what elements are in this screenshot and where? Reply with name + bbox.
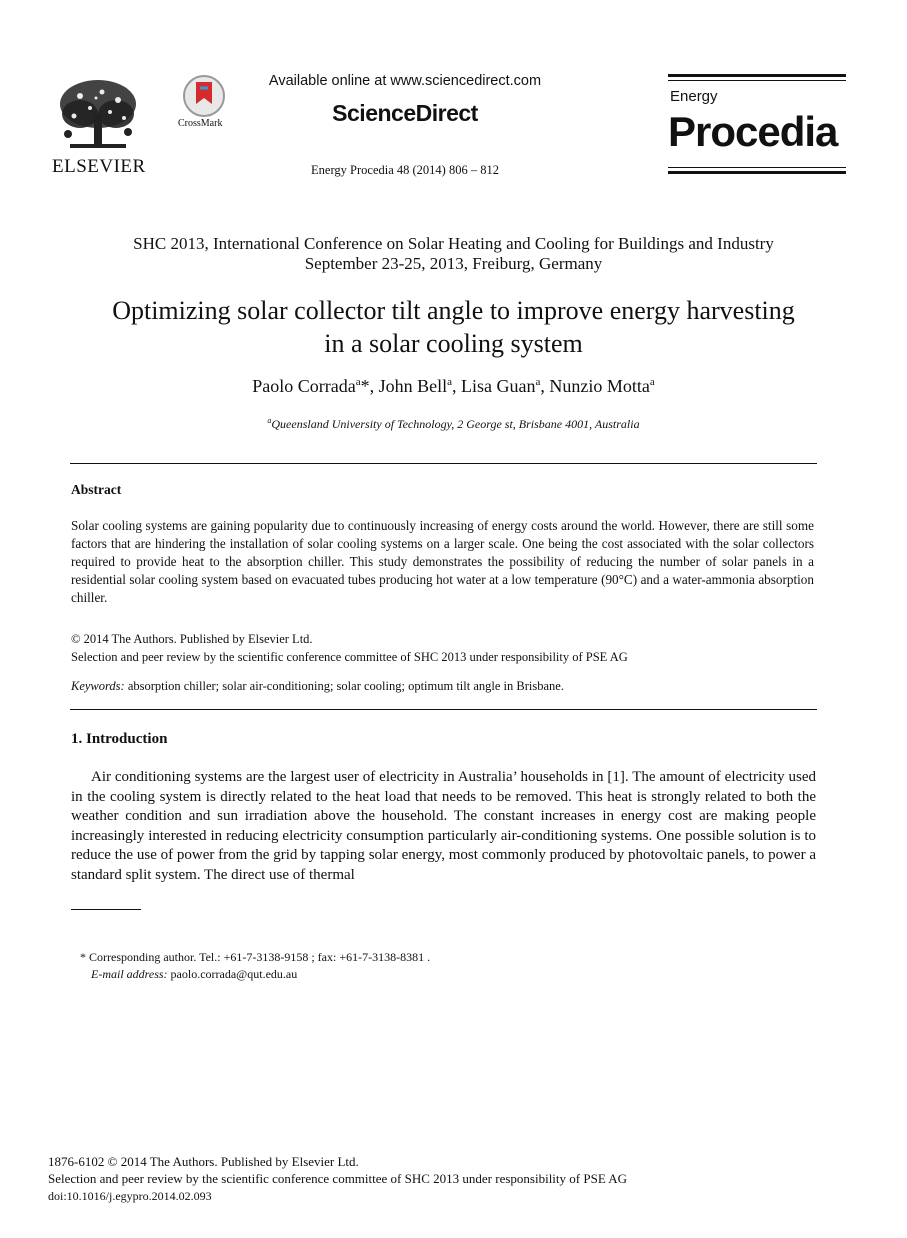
- crossmark-badge[interactable]: [176, 74, 232, 132]
- email-link[interactable]: paolo.corrada@qut.edu.au: [170, 967, 298, 981]
- crossmark-icon: [176, 74, 232, 118]
- author-name: Paolo Corrada: [252, 376, 356, 396]
- footnote-rule: [71, 909, 141, 910]
- logo-top-rule: [668, 74, 846, 77]
- footer-issn: 1876-6102 © 2014 The Authors. Published by Elsevier Ltd.: [48, 1154, 359, 1169]
- footer-review: Selection and peer review by the scientific conference committee of SHC 2013 under responsibility of PSE AG: [48, 1171, 628, 1186]
- footer-doi[interactable]: doi:10.1016/j.egypro.2014.02.093: [48, 1189, 212, 1203]
- keywords: [71, 679, 814, 694]
- crossmark-label: CrossMark: [178, 118, 223, 129]
- elsevier-wordmark: ELSEVIER: [52, 156, 146, 177]
- author-affil-mark: a: [355, 376, 361, 388]
- journal-reference: Energy Procedia 48 (2014) 806 – 812: [311, 163, 499, 177]
- affiliation-mark: a: [267, 416, 272, 425]
- paper-title-line-2: in a solar cooling system: [324, 329, 583, 358]
- conference-info: [40, 234, 867, 274]
- paper-title-line-1: Optimizing solar collector tilt angle to improve energy harvesting: [112, 296, 795, 325]
- copyright-line-2: Selection and peer review by the scientific conference committee of SHC 2013 under responsibility of PSE AG: [71, 650, 628, 664]
- available-online-text: Available online at www.sciencedirect.com: [268, 73, 542, 89]
- corresponding-mark: *: [360, 376, 370, 396]
- section-heading-introduction: 1. Introduction: [71, 731, 168, 747]
- keywords-label: Keywords:: [71, 679, 125, 693]
- logo-procedia-word: Procedia: [668, 108, 838, 155]
- logo-top-rule-thin: [668, 80, 846, 81]
- author-name: Lisa Guan: [461, 376, 536, 396]
- copyright-notice: [71, 630, 814, 666]
- sciencedirect-wordmark: ScienceDirect: [332, 100, 478, 126]
- author-affil-mark: a: [447, 376, 452, 388]
- abstract-body: Solar cooling systems are gaining popularity due to continuously increasing of energy costs around the world. However, there are still some factors that are hindering the installation of solar cooling systems on a larger scale. One being the cost associated with the solar collectors required to provide heat to the absorption chiller. This study demonstrates the possibility of reducing the number of solar panels in a residential solar cooling system based on evacuated tubes producing hot water at a low temperature (90°C) and a water-ammonia absorption chiller.: [71, 518, 814, 605]
- abstract-heading: Abstract: [71, 482, 122, 497]
- logo-bottom-rule-thin: [668, 167, 846, 168]
- paper-title: [40, 294, 867, 360]
- copyright-line-1: © 2014 The Authors. Published by Elsevier Ltd.: [71, 632, 313, 646]
- logo-energy-word: Energy: [670, 88, 718, 105]
- author-name: John Bell: [378, 376, 448, 396]
- introduction-body: Air conditioning systems are the largest user of electricity in Australia’ households in [1]. The amount of electricity used in the cooling system is directly related to the heat load that needs to be removed. This heat is strongly related to both the weather condition and sun irradiation above the household. The constant increases in energy cost are making people increasingly interested in reducing electricity consumption particularly air-conditioning systems. One possible solution is to reduce the use of power from the grid by tapping solar energy, most commonly produced by photovoltaic panels, to power a standard split system. The direct use of thermal: [71, 769, 816, 883]
- email-note: [91, 967, 297, 982]
- divider: [70, 463, 817, 464]
- affiliation: [40, 416, 867, 432]
- corresponding-author-note: * Corresponding author. Tel.: +61-7-3138-9158 ; fax: +61-7-3138-8381 .: [80, 950, 431, 964]
- logo-bottom-rule: [668, 171, 846, 174]
- conference-line-2: September 23-25, 2013, Freiburg, Germany: [304, 254, 603, 273]
- keywords-text: absorption chiller; solar air-conditioning; solar cooling; optimum tilt angle in Brisbane.: [127, 679, 564, 693]
- divider: [70, 709, 817, 710]
- author-affil-mark: a: [649, 376, 655, 388]
- elsevier-logo: [50, 74, 146, 176]
- author-affil-mark: a: [535, 376, 541, 388]
- email-label: E-mail address:: [91, 967, 168, 981]
- author-list: Paolo Corrada$^a$*, John Bell$^a$, Lisa Guan$^a$, Nunzio Motta$^a$: [252, 376, 655, 396]
- energy-procedia-logo: [668, 74, 848, 178]
- author-name: Nunzio Motta: [549, 376, 650, 396]
- affiliation-text: Queensland University of Technology, 2 George st, Brisbane 4001, Australia: [271, 417, 640, 431]
- conference-line-1: SHC 2013, International Conference on Solar Heating and Cooling for Buildings and Industry: [133, 234, 774, 253]
